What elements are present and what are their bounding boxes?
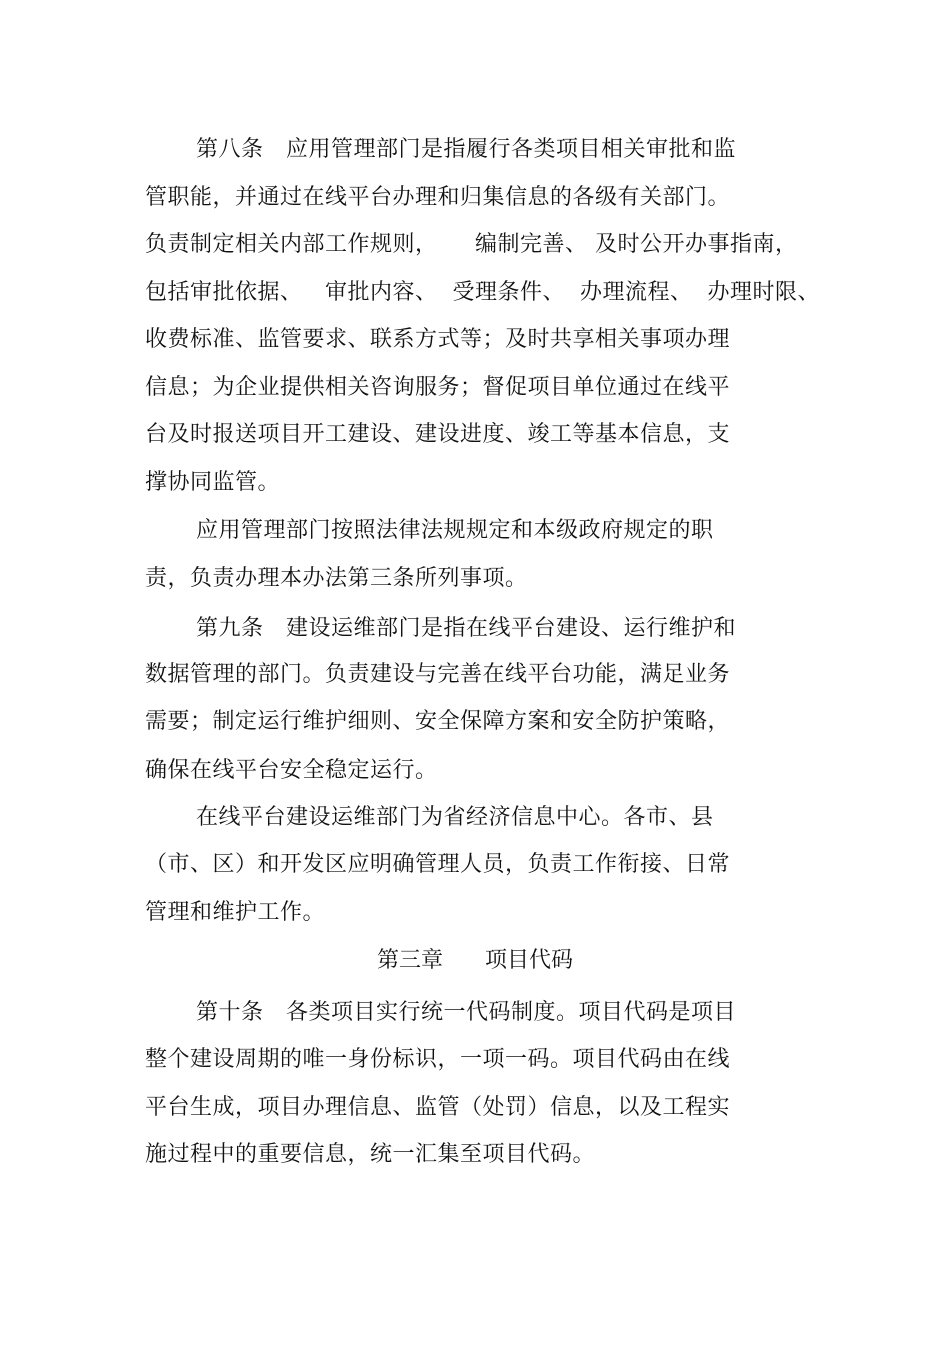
article-9-para-2-line-3: 管理和维护工作。 <box>145 900 326 925</box>
article-8-line-3: 负责制定相关内部工作规则， 编制完善、 及时公开办事指南， <box>145 232 798 257</box>
article-9-line-1: 第九条 建设运维部门是指在线平台建设、运行维护和 <box>196 616 736 641</box>
article-9-line-4: 确保在线平台安全稳定运行。 <box>145 758 438 783</box>
article-8-line-7: 台及时报送项目开工建设、建设进度、竣工等基本信息，支 <box>145 422 731 447</box>
article-10-line-1: 第十条 各类项目实行统一代码制度。项目代码是项目 <box>196 1000 736 1025</box>
article-8-para-2-line-1: 应用管理部门按照法律法规规定和本级政府规定的职 <box>196 518 714 543</box>
article-8-para-2-line-2: 责，负责办理本办法第三条所列事项。 <box>145 566 528 591</box>
article-8-line-4: 包括审批依据、 审批内容、 受理条件、 办理流程、 办理时限、 <box>145 280 820 305</box>
article-8-line-6: 信息；为企业提供相关咨询服务；督促项目单位通过在线平 <box>145 375 731 400</box>
article-10-line-4: 施过程中的重要信息，统一汇集至项目代码。 <box>145 1142 596 1167</box>
article-8-line-1: 第八条 应用管理部门是指履行各类项目相关审批和监 <box>196 137 736 162</box>
article-9-para-2-line-1: 在线平台建设运维部门为省经济信息中心。各市、县 <box>196 805 714 830</box>
article-10-line-3: 平台生成，项目办理信息、监管（处罚）信息，以及工程实 <box>145 1095 731 1120</box>
article-9-line-3: 需要；制定运行维护细则、安全保障方案和安全防护策略， <box>145 709 731 734</box>
article-8-line-8: 撑协同监管。 <box>145 470 281 495</box>
article-8-line-2: 管职能，并通过在线平台办理和归集信息的各级有关部门。 <box>145 185 731 210</box>
chapter-3-heading: 第三章 项目代码 <box>377 948 573 973</box>
article-9-line-2: 数据管理的部门。负责建设与完善在线平台功能，满足业务 <box>145 662 731 687</box>
article-10-line-2: 整个建设周期的唯一身份标识，一项一码。项目代码由在线 <box>145 1047 731 1072</box>
article-9-para-2-line-2: （市、区）和开发区应明确管理人员，负责工作衔接、日常 <box>145 852 731 877</box>
article-8-line-5: 收费标准、监管要求、联系方式等；及时共享相关事项办理 <box>145 327 731 352</box>
